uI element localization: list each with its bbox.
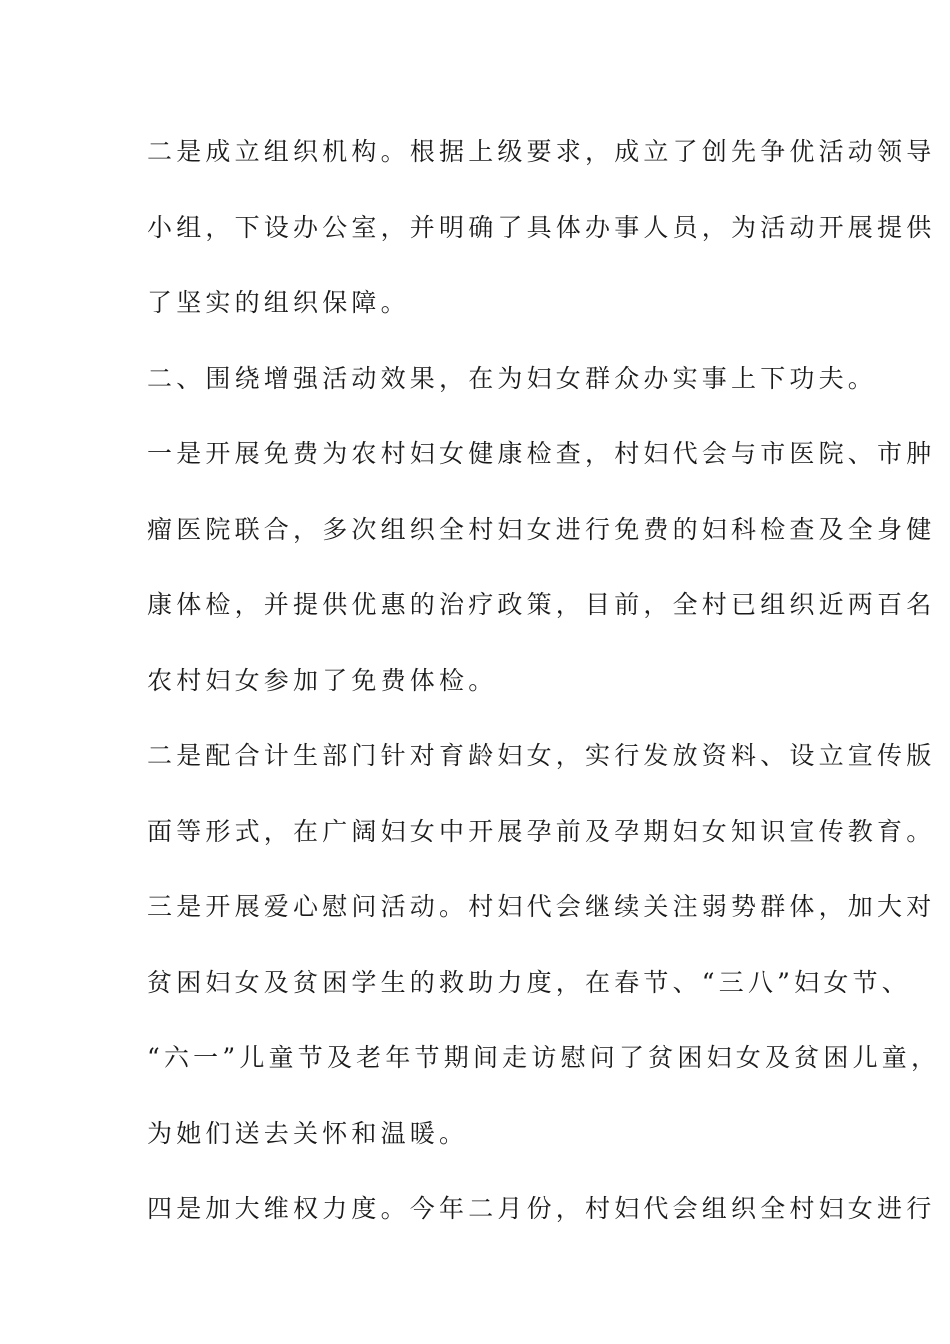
section-heading: 二、围绕增强活动效果，在为妇女群众办实事上下功夫。 [147, 363, 878, 393]
text-line: 二是配合计生部门针对育龄妇女，实行发放资料、设立宣传版 [147, 741, 936, 770]
text-line: 二是成立组织机构。根据上级要求，成立了创先争优活动领导 [147, 137, 936, 166]
text-line: 瘤医院联合，多次组织全村妇女进行免费的妇科检查及全身健 [147, 514, 936, 544]
text-line: 三是开展爱心慰问活动。村妇代会继续关注弱势群体，加大对 [147, 892, 936, 921]
text-line: “六一”儿童节及老年节期间走访慰问了贫困妇女及贫困儿童， [147, 1043, 941, 1072]
text-line: 四是加大维权力度。今年二月份，村妇代会组织全村妇女进行 [147, 1194, 936, 1223]
text-line: 一是开展免费为农村妇女健康检查，村妇代会与市医院、市肿 [147, 439, 936, 468]
text-line: 农村妇女参加了免费体检。 [147, 665, 498, 695]
text-line: 了坚实的组织保障。 [147, 288, 410, 317]
text-line: 小组，下设办公室，并明确了具体办事人员，为活动开展提供 [147, 212, 936, 242]
text-line: 康体检，并提供优惠的治疗政策，目前，全村已组织近两百名 [147, 590, 936, 619]
text-line: 面等形式，在广阔妇女中开展孕前及孕期妇女知识宣传教育。 [147, 816, 936, 846]
text-line: 为她们送去关怀和温暖。 [147, 1118, 469, 1148]
text-line: 贫困妇女及贫困学生的救助力度，在春节、“三八”妇女节、 [147, 967, 911, 997]
document-body [147, 128, 941, 1261]
